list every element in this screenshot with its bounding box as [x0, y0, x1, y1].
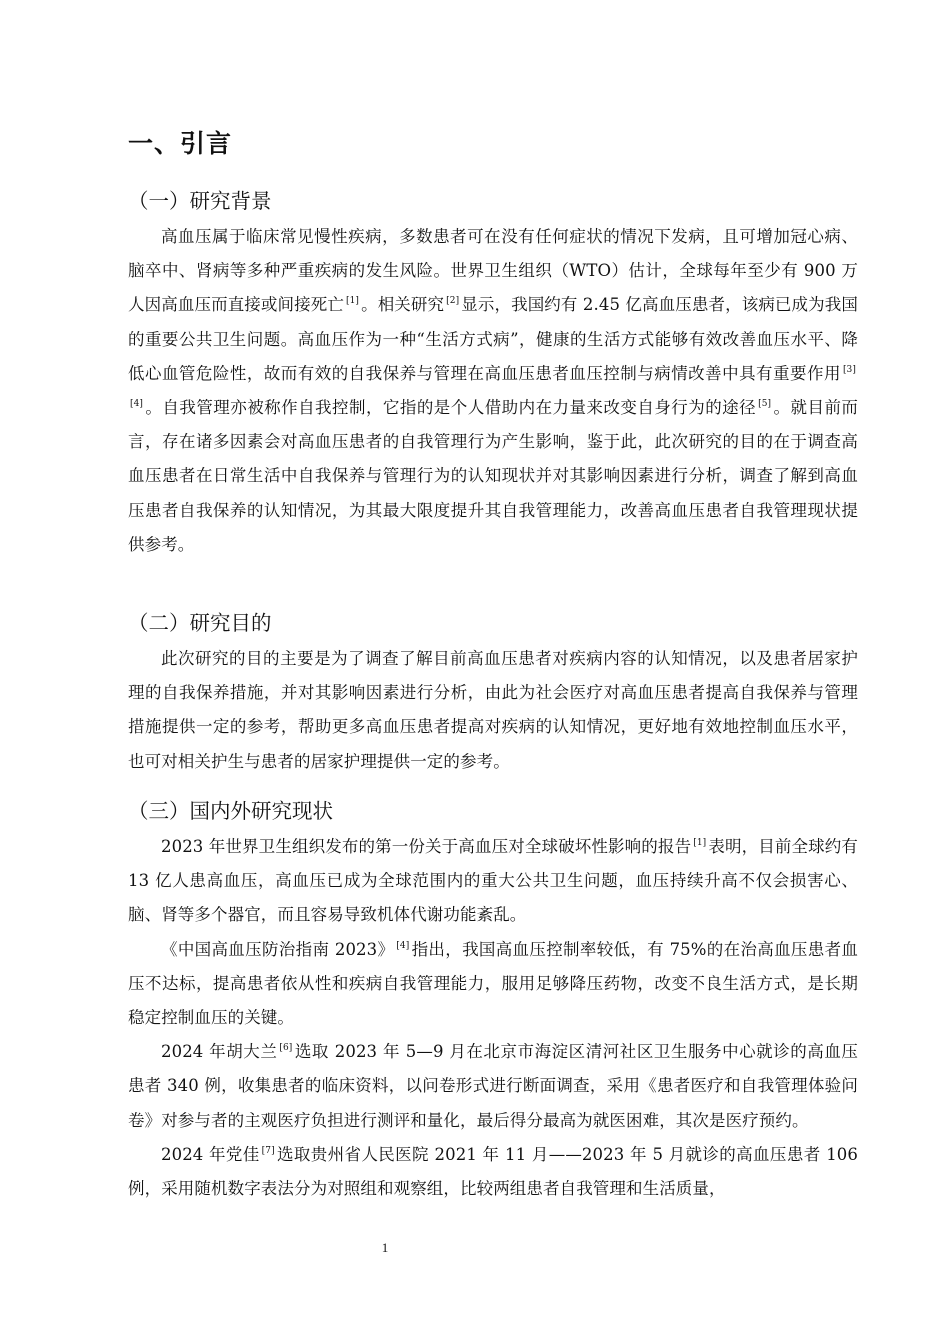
paragraph-text: 《中国高血压防治指南 2023》	[161, 939, 395, 959]
citation-ref: [1]	[693, 838, 707, 848]
research-purpose-body	[128, 642, 858, 779]
heading-research-status: （三）国内外研究现状	[128, 799, 333, 823]
citation-ref: [7]	[261, 1145, 275, 1156]
paragraph	[128, 220, 858, 562]
paragraph	[128, 830, 858, 933]
paragraph-text: 此次研究的目的主要是为了调查了解目前高血压患者对疾病内容的认知情况，以及患者居家护理的自我保养措施，并对其影响因素进行分析，由此为社会医疗对高血压患者提高自我保养与管理措施提供一定的参考，帮助更多高血压患者提高对疾病的认知情况，更好地有效地控制血压水平，也可对相关护生与患者的居家护理提供一定的参考。	[128, 649, 858, 771]
paragraph-text: 表明，目前全球约有 13 亿人患高血压，高血压已成为全球范围内的重大公共卫生问题，血压持续升高不仅会损害心、脑、肾等多个器官，而且容易导致机体代谢功能紊乱。	[128, 837, 859, 925]
research-background-body	[128, 220, 858, 562]
paragraph-text: 。自我管理亦被称作自我控制，它指的是个人借助内在力量来改变自身行为的途径	[145, 398, 757, 418]
citation-ref: [2]	[446, 296, 460, 307]
citation-ref: [1]	[346, 296, 360, 307]
paragraph-text: 。就目前而言，存在诸多因素会对高血压患者的自我管理行为产生影响，鉴于此，此次研究的目的在于调查高血压患者在日常生活中自我保养与管理行为的认知现状并对其影响因素进行分析，调查了解到高血压患者自我保养的认知情况，为其最大限度提升其自我管理能力，改善高血压患者自我管理现状提供参考。	[128, 398, 859, 554]
citation-ref: [6]	[279, 1043, 293, 1054]
paragraph-text: 2024 年胡大兰	[161, 1042, 278, 1062]
research-status-body	[128, 830, 858, 1206]
paragraph-text: 2024 年党佳	[161, 1144, 260, 1164]
paragraph-text: 2023 年世界卫生组织发布的第一份关于高血压对全球破坏性影响的报告	[161, 837, 692, 856]
citation-ref: [4]	[396, 940, 410, 951]
paragraph	[128, 642, 858, 779]
paragraph-text: 。相关研究	[361, 295, 445, 315]
paragraph-text: 显示，我国约有 2.45 亿高血压患者，该病已成为我国的重要公共卫生问题。高血压作为一种“生活方式病”，健康的生活方式能够有效改善血压水平、降低心血管危险性，故而有效的自我保养与管理在高血压患者血压控制与病情改善中具有重要作用	[128, 295, 858, 383]
heading-research-purpose: （二）研究目的	[128, 611, 272, 635]
paragraph	[128, 1035, 858, 1138]
citation-ref: [3]	[842, 364, 856, 375]
paragraph	[128, 1138, 858, 1206]
paragraph-text: 高血压属于临床常见慢性疾病，多数患者可在没有任何症状的情况下发病，且可增加冠心病、脑卒中、肾病等多种严重疾病的发生风险。世界卫生组织（WTO）估计，全球每年至少有 900 万人因高血压而直接或间接死亡	[128, 227, 858, 315]
heading-research-background: （一）研究背景	[128, 189, 272, 213]
paragraph	[128, 933, 858, 1036]
section-title: 一、引言	[128, 129, 233, 158]
paragraph-text: 指出，我国高血压控制率较低，有 75%的在治高血压患者血压不达标，提高患者依从性和疾病自我管理能力，服用足够降压药物，改变不良生活方式，是长期稳定控制血压的关键。	[128, 939, 858, 1028]
citation-ref: [4]	[130, 399, 144, 410]
page-number: 1	[381, 1240, 389, 1255]
paragraph-text: 选取贵州省人民医院 2021 年 11 月——2023 年 5 月就诊的高血压患者 106 例，采用随机数字表法分为对照组和观察组，比较两组患者自我管理和生活质量，	[128, 1144, 858, 1199]
citation-ref: [5]	[758, 399, 772, 410]
paragraph-text: 选取 2023 年 5—9 月在北京市海淀区清河社区卫生服务中心就诊的高血压患者 340 例，收集患者的临床资料，以问卷形式进行断面调查，采用《患者医疗和自我管理体验问卷》对参与者的主观医疗负担进行测评和量化，最后得分最高为就医困难，其次是医疗预约。	[128, 1042, 858, 1130]
